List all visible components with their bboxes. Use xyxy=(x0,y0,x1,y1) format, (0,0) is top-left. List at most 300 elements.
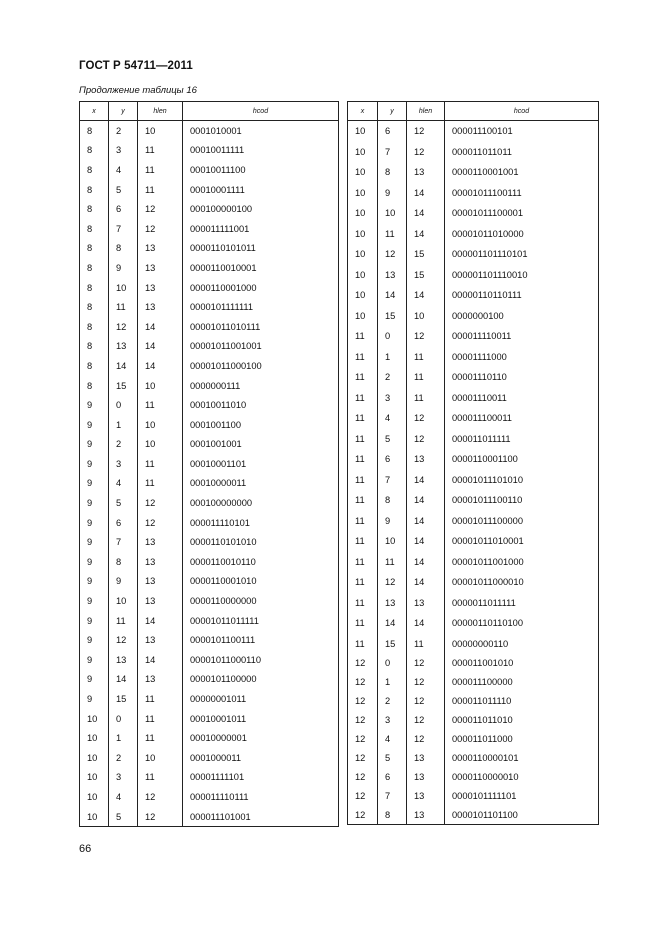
table-row xyxy=(80,630,339,650)
cell-y: 6 xyxy=(378,121,407,142)
table-row xyxy=(80,513,339,533)
table-row xyxy=(348,203,599,224)
cell-hlen: 10 xyxy=(138,121,183,141)
page-number: 66 xyxy=(79,843,92,855)
table-row xyxy=(348,531,599,552)
cell-x: 10 xyxy=(80,728,109,748)
cell-x: 12 xyxy=(348,748,378,767)
cell-hcod: 0000110001010 xyxy=(183,572,339,592)
cell-x: 8 xyxy=(80,356,109,376)
table-row xyxy=(348,767,599,786)
cell-hlen: 13 xyxy=(407,593,445,614)
cell-x: 11 xyxy=(348,388,378,409)
cell-y: 7 xyxy=(378,470,407,491)
table-row xyxy=(348,121,599,142)
cell-x: 9 xyxy=(80,532,109,552)
cell-hcod: 0000110101011 xyxy=(183,239,339,259)
cell-hlen: 14 xyxy=(407,224,445,245)
cell-hcod: 00001011100111 xyxy=(445,183,599,204)
cell-hlen: 12 xyxy=(407,711,445,730)
cell-x: 11 xyxy=(348,552,378,573)
table-row xyxy=(80,728,339,748)
table-row xyxy=(348,511,599,532)
cell-y: 6 xyxy=(378,449,407,470)
cell-hcod: 00001011010001 xyxy=(445,531,599,552)
cell-hcod: 0000110000000 xyxy=(183,591,339,611)
cell-hcod: 000011111001 xyxy=(183,219,339,239)
cell-hlen: 13 xyxy=(407,805,445,824)
cell-hcod: 00001011001000 xyxy=(445,552,599,573)
cell-y: 13 xyxy=(109,337,138,357)
cell-hlen: 12 xyxy=(138,807,183,827)
cell-hcod: 0001010001 xyxy=(183,121,339,141)
table-row xyxy=(80,650,339,670)
table-row xyxy=(348,490,599,511)
cell-y: 13 xyxy=(109,650,138,670)
cell-hcod: 0000101101100 xyxy=(445,805,599,824)
cell-hlen: 11 xyxy=(138,395,183,415)
cell-y: 12 xyxy=(378,572,407,593)
cell-hlen: 11 xyxy=(138,180,183,200)
table-row xyxy=(348,224,599,245)
cell-x: 9 xyxy=(80,630,109,650)
cell-hcod: 00000001011 xyxy=(183,689,339,709)
cell-y: 9 xyxy=(378,511,407,532)
cell-hcod: 000011100011 xyxy=(445,408,599,429)
table-row xyxy=(80,709,339,729)
table-row xyxy=(80,121,339,141)
table-row xyxy=(80,493,339,513)
column-header-hlen: hlen xyxy=(407,102,445,121)
cell-y: 8 xyxy=(378,805,407,824)
table-row xyxy=(80,474,339,494)
cell-hcod: 0000000111 xyxy=(183,376,339,396)
cell-hlen: 15 xyxy=(407,244,445,265)
cell-hlen: 12 xyxy=(407,142,445,163)
cell-hcod: 000011110101 xyxy=(183,513,339,533)
cell-hcod: 00000000110 xyxy=(445,634,599,655)
table-row xyxy=(80,415,339,435)
cell-hcod: 0000110101010 xyxy=(183,532,339,552)
cell-x: 11 xyxy=(348,326,378,347)
cell-y: 14 xyxy=(378,613,407,634)
cell-x: 8 xyxy=(80,297,109,317)
cell-hlen: 13 xyxy=(138,278,183,298)
cell-x: 9 xyxy=(80,591,109,611)
cell-y: 0 xyxy=(378,326,407,347)
cell-x: 8 xyxy=(80,199,109,219)
cell-y: 10 xyxy=(378,203,407,224)
cell-x: 9 xyxy=(80,572,109,592)
cell-hlen: 13 xyxy=(138,239,183,259)
table-row xyxy=(348,265,599,286)
table-row xyxy=(348,711,599,730)
cell-y: 3 xyxy=(378,388,407,409)
cell-hcod: 000011100000 xyxy=(445,673,599,692)
cell-hlen: 10 xyxy=(138,415,183,435)
cell-y: 5 xyxy=(109,180,138,200)
cell-x: 10 xyxy=(80,807,109,827)
cell-x: 8 xyxy=(80,121,109,141)
cell-hcod: 0000110010001 xyxy=(183,258,339,278)
cell-hlen: 14 xyxy=(138,337,183,357)
cell-hlen: 14 xyxy=(407,203,445,224)
table-row xyxy=(80,670,339,690)
cell-y: 8 xyxy=(109,239,138,259)
cell-x: 9 xyxy=(80,435,109,455)
cell-hlen: 13 xyxy=(138,670,183,690)
cell-hcod: 000011001010 xyxy=(445,654,599,673)
table-row xyxy=(80,278,339,298)
cell-hlen: 13 xyxy=(138,297,183,317)
cell-hcod: 00001011100000 xyxy=(445,511,599,532)
cell-hcod: 000001101110101 xyxy=(445,244,599,265)
cell-x: 11 xyxy=(348,470,378,491)
cell-x: 8 xyxy=(80,258,109,278)
cell-x: 9 xyxy=(80,611,109,631)
table-row xyxy=(80,611,339,631)
cell-y: 1 xyxy=(378,347,407,368)
cell-x: 10 xyxy=(348,285,378,306)
cell-hlen: 14 xyxy=(407,285,445,306)
cell-x: 11 xyxy=(348,531,378,552)
cell-x: 11 xyxy=(348,572,378,593)
cell-y: 14 xyxy=(109,670,138,690)
table-row xyxy=(348,634,599,655)
cell-hcod: 0000101111111 xyxy=(183,297,339,317)
cell-hlen: 12 xyxy=(407,730,445,749)
column-header-y: y xyxy=(109,102,138,121)
cell-hcod: 00001110110 xyxy=(445,367,599,388)
cell-y: 6 xyxy=(109,199,138,219)
cell-hcod: 00000110110111 xyxy=(445,285,599,306)
cell-y: 14 xyxy=(378,285,407,306)
cell-hlen: 11 xyxy=(138,728,183,748)
cell-x: 9 xyxy=(80,552,109,572)
cell-x: 10 xyxy=(348,142,378,163)
cell-hlen: 11 xyxy=(138,689,183,709)
table-row xyxy=(348,408,599,429)
table-row xyxy=(80,199,339,219)
cell-y: 15 xyxy=(378,306,407,327)
cell-hcod: 000011011011 xyxy=(445,142,599,163)
cell-y: 4 xyxy=(109,474,138,494)
cell-y: 10 xyxy=(109,278,138,298)
table-row xyxy=(80,787,339,807)
cell-hcod: 00001011001001 xyxy=(183,337,339,357)
cell-hlen: 13 xyxy=(138,258,183,278)
cell-y: 1 xyxy=(109,415,138,435)
cell-y: 3 xyxy=(109,454,138,474)
table-row xyxy=(348,429,599,450)
cell-x: 10 xyxy=(348,244,378,265)
table-row xyxy=(80,160,339,180)
cell-hlen: 12 xyxy=(407,326,445,347)
cell-hcod: 0001001001 xyxy=(183,435,339,455)
cell-x: 9 xyxy=(80,395,109,415)
cell-hlen: 14 xyxy=(407,470,445,491)
cell-hlen: 11 xyxy=(138,454,183,474)
cell-hlen: 13 xyxy=(407,748,445,767)
cell-hlen: 11 xyxy=(138,160,183,180)
cell-y: 10 xyxy=(378,531,407,552)
cell-x: 12 xyxy=(348,673,378,692)
cell-hcod: 00001011100110 xyxy=(445,490,599,511)
cell-hcod: 00010001111 xyxy=(183,180,339,200)
cell-x: 11 xyxy=(348,408,378,429)
cell-hcod: 0000101100000 xyxy=(183,670,339,690)
column-header-hcod: hcod xyxy=(445,102,599,121)
table-row xyxy=(80,317,339,337)
cell-y: 2 xyxy=(378,367,407,388)
table-row xyxy=(80,297,339,317)
table-row xyxy=(348,552,599,573)
cell-hlen: 14 xyxy=(407,572,445,593)
cell-hcod: 0000000100 xyxy=(445,306,599,327)
cell-hcod: 000011110111 xyxy=(183,787,339,807)
cell-hcod: 000100000100 xyxy=(183,199,339,219)
cell-hlen: 14 xyxy=(407,490,445,511)
table-row xyxy=(348,613,599,634)
cell-hcod: 000011100101 xyxy=(445,121,599,142)
table-row xyxy=(80,180,339,200)
cell-hlen: 14 xyxy=(138,611,183,631)
cell-x: 9 xyxy=(80,670,109,690)
cell-hcod: 00001011000100 xyxy=(183,356,339,376)
table-row xyxy=(348,572,599,593)
cell-hlen: 12 xyxy=(407,429,445,450)
document-standard-title: ГОСТ Р 54711—2011 xyxy=(79,60,193,72)
cell-y: 6 xyxy=(109,513,138,533)
cell-x: 8 xyxy=(80,278,109,298)
hcod-table-right xyxy=(347,101,599,825)
table-row xyxy=(80,807,339,827)
cell-y: 11 xyxy=(378,224,407,245)
cell-hlen: 14 xyxy=(407,531,445,552)
cell-hlen: 12 xyxy=(407,121,445,142)
cell-x: 10 xyxy=(80,787,109,807)
cell-hlen: 14 xyxy=(407,613,445,634)
cell-y: 1 xyxy=(109,728,138,748)
cell-hcod: 000011011110 xyxy=(445,692,599,711)
cell-hlen: 10 xyxy=(138,435,183,455)
cell-y: 4 xyxy=(378,730,407,749)
table-row xyxy=(80,219,339,239)
cell-hcod: 000100000000 xyxy=(183,493,339,513)
cell-x: 8 xyxy=(80,239,109,259)
cell-x: 12 xyxy=(348,711,378,730)
cell-y: 8 xyxy=(378,162,407,183)
cell-x: 11 xyxy=(348,593,378,614)
cell-hcod: 00001110011 xyxy=(445,388,599,409)
cell-hlen: 12 xyxy=(138,787,183,807)
cell-hcod: 000011011010 xyxy=(445,711,599,730)
table-row xyxy=(80,689,339,709)
table-row xyxy=(348,654,599,673)
table-row xyxy=(348,244,599,265)
cell-hlen: 14 xyxy=(138,317,183,337)
cell-y: 2 xyxy=(378,692,407,711)
cell-x: 9 xyxy=(80,650,109,670)
column-header-x: x xyxy=(80,102,109,121)
cell-hcod: 00001011000110 xyxy=(183,650,339,670)
cell-hlen: 13 xyxy=(407,786,445,805)
cell-x: 11 xyxy=(348,613,378,634)
cell-hcod: 00001011000010 xyxy=(445,572,599,593)
cell-hlen: 10 xyxy=(138,748,183,768)
cell-hlen: 10 xyxy=(407,306,445,327)
table-row xyxy=(80,768,339,788)
cell-x: 8 xyxy=(80,160,109,180)
cell-y: 12 xyxy=(109,630,138,650)
table-row xyxy=(80,239,339,259)
table-header-row xyxy=(80,102,339,121)
cell-hlen: 15 xyxy=(407,265,445,286)
cell-y: 15 xyxy=(109,689,138,709)
cell-hlen: 12 xyxy=(138,219,183,239)
cell-hcod: 00010011111 xyxy=(183,141,339,161)
cell-y: 5 xyxy=(109,493,138,513)
cell-y: 13 xyxy=(378,593,407,614)
table-row xyxy=(348,162,599,183)
table-row xyxy=(348,183,599,204)
cell-x: 12 xyxy=(348,786,378,805)
cell-hcod: 00010000011 xyxy=(183,474,339,494)
column-header-hcod: hcod xyxy=(183,102,339,121)
table-row xyxy=(348,142,599,163)
cell-hlen: 13 xyxy=(407,449,445,470)
cell-x: 10 xyxy=(348,224,378,245)
cell-y: 5 xyxy=(378,748,407,767)
cell-hcod: 0000110000101 xyxy=(445,748,599,767)
cell-hcod: 0000110001001 xyxy=(445,162,599,183)
cell-y: 7 xyxy=(378,142,407,163)
cell-hcod: 00001011100001 xyxy=(445,203,599,224)
cell-x: 11 xyxy=(348,511,378,532)
cell-y: 9 xyxy=(109,258,138,278)
cell-x: 9 xyxy=(80,493,109,513)
table-row xyxy=(80,532,339,552)
table-row xyxy=(80,435,339,455)
cell-x: 9 xyxy=(80,415,109,435)
cell-hcod: 00000110110100 xyxy=(445,613,599,634)
cell-hlen: 11 xyxy=(407,367,445,388)
table-row xyxy=(80,552,339,572)
cell-hlen: 11 xyxy=(138,141,183,161)
cell-x: 10 xyxy=(80,709,109,729)
cell-y: 11 xyxy=(109,297,138,317)
table-row xyxy=(348,593,599,614)
cell-hcod: 00010001101 xyxy=(183,454,339,474)
cell-y: 2 xyxy=(109,748,138,768)
cell-x: 11 xyxy=(348,634,378,655)
cell-y: 0 xyxy=(109,395,138,415)
table-row xyxy=(80,395,339,415)
cell-hlen: 14 xyxy=(138,356,183,376)
table-row xyxy=(348,306,599,327)
hcod-table-left xyxy=(79,101,339,827)
cell-hlen: 13 xyxy=(407,162,445,183)
cell-x: 8 xyxy=(80,180,109,200)
table-row xyxy=(348,449,599,470)
table-header-row xyxy=(348,102,599,121)
cell-y: 9 xyxy=(378,183,407,204)
cell-hcod: 00010000001 xyxy=(183,728,339,748)
cell-y: 15 xyxy=(378,634,407,655)
table-row xyxy=(348,730,599,749)
cell-hcod: 0001001100 xyxy=(183,415,339,435)
cell-y: 7 xyxy=(109,219,138,239)
cell-hlen: 13 xyxy=(138,552,183,572)
cell-hlen: 14 xyxy=(138,650,183,670)
cell-x: 8 xyxy=(80,219,109,239)
table-row xyxy=(80,258,339,278)
cell-hcod: 00010011010 xyxy=(183,395,339,415)
table-row xyxy=(348,367,599,388)
cell-hlen: 13 xyxy=(407,767,445,786)
cell-x: 12 xyxy=(348,730,378,749)
table-row xyxy=(348,692,599,711)
table-continuation-caption: Продолжение таблицы 16 xyxy=(79,85,197,96)
cell-y: 4 xyxy=(109,787,138,807)
cell-hcod: 00010001011 xyxy=(183,709,339,729)
cell-hcod: 0000110001100 xyxy=(445,449,599,470)
cell-x: 10 xyxy=(348,183,378,204)
table-row xyxy=(348,786,599,805)
cell-hcod: 0000101100111 xyxy=(183,630,339,650)
cell-y: 2 xyxy=(109,121,138,141)
cell-hlen: 11 xyxy=(407,388,445,409)
cell-y: 0 xyxy=(109,709,138,729)
cell-hcod: 0000011011111 xyxy=(445,593,599,614)
table-row xyxy=(348,285,599,306)
cell-y: 4 xyxy=(109,160,138,180)
cell-hlen: 12 xyxy=(138,513,183,533)
cell-hcod: 000011011111 xyxy=(445,429,599,450)
table-row xyxy=(80,356,339,376)
cell-y: 2 xyxy=(109,435,138,455)
cell-y: 8 xyxy=(378,490,407,511)
cell-y: 7 xyxy=(378,786,407,805)
cell-y: 4 xyxy=(378,408,407,429)
cell-hcod: 0001000011 xyxy=(183,748,339,768)
cell-x: 11 xyxy=(348,367,378,388)
cell-y: 8 xyxy=(109,552,138,572)
cell-x: 8 xyxy=(80,376,109,396)
cell-x: 9 xyxy=(80,689,109,709)
cell-hlen: 14 xyxy=(407,511,445,532)
cell-hcod: 00001111000 xyxy=(445,347,599,368)
cell-y: 14 xyxy=(109,356,138,376)
cell-hcod: 000011011000 xyxy=(445,730,599,749)
cell-x: 12 xyxy=(348,654,378,673)
cell-y: 10 xyxy=(109,591,138,611)
cell-y: 3 xyxy=(109,768,138,788)
cell-hlen: 11 xyxy=(407,634,445,655)
cell-hlen: 12 xyxy=(138,493,183,513)
cell-x: 9 xyxy=(80,513,109,533)
cell-y: 12 xyxy=(378,244,407,265)
cell-hcod: 0000110001000 xyxy=(183,278,339,298)
cell-hlen: 11 xyxy=(138,709,183,729)
cell-hcod: 00001011101010 xyxy=(445,470,599,491)
cell-hcod: 00001011010111 xyxy=(183,317,339,337)
cell-x: 12 xyxy=(348,692,378,711)
table-row xyxy=(80,337,339,357)
cell-x: 12 xyxy=(348,805,378,824)
cell-x: 10 xyxy=(348,306,378,327)
cell-x: 11 xyxy=(348,429,378,450)
